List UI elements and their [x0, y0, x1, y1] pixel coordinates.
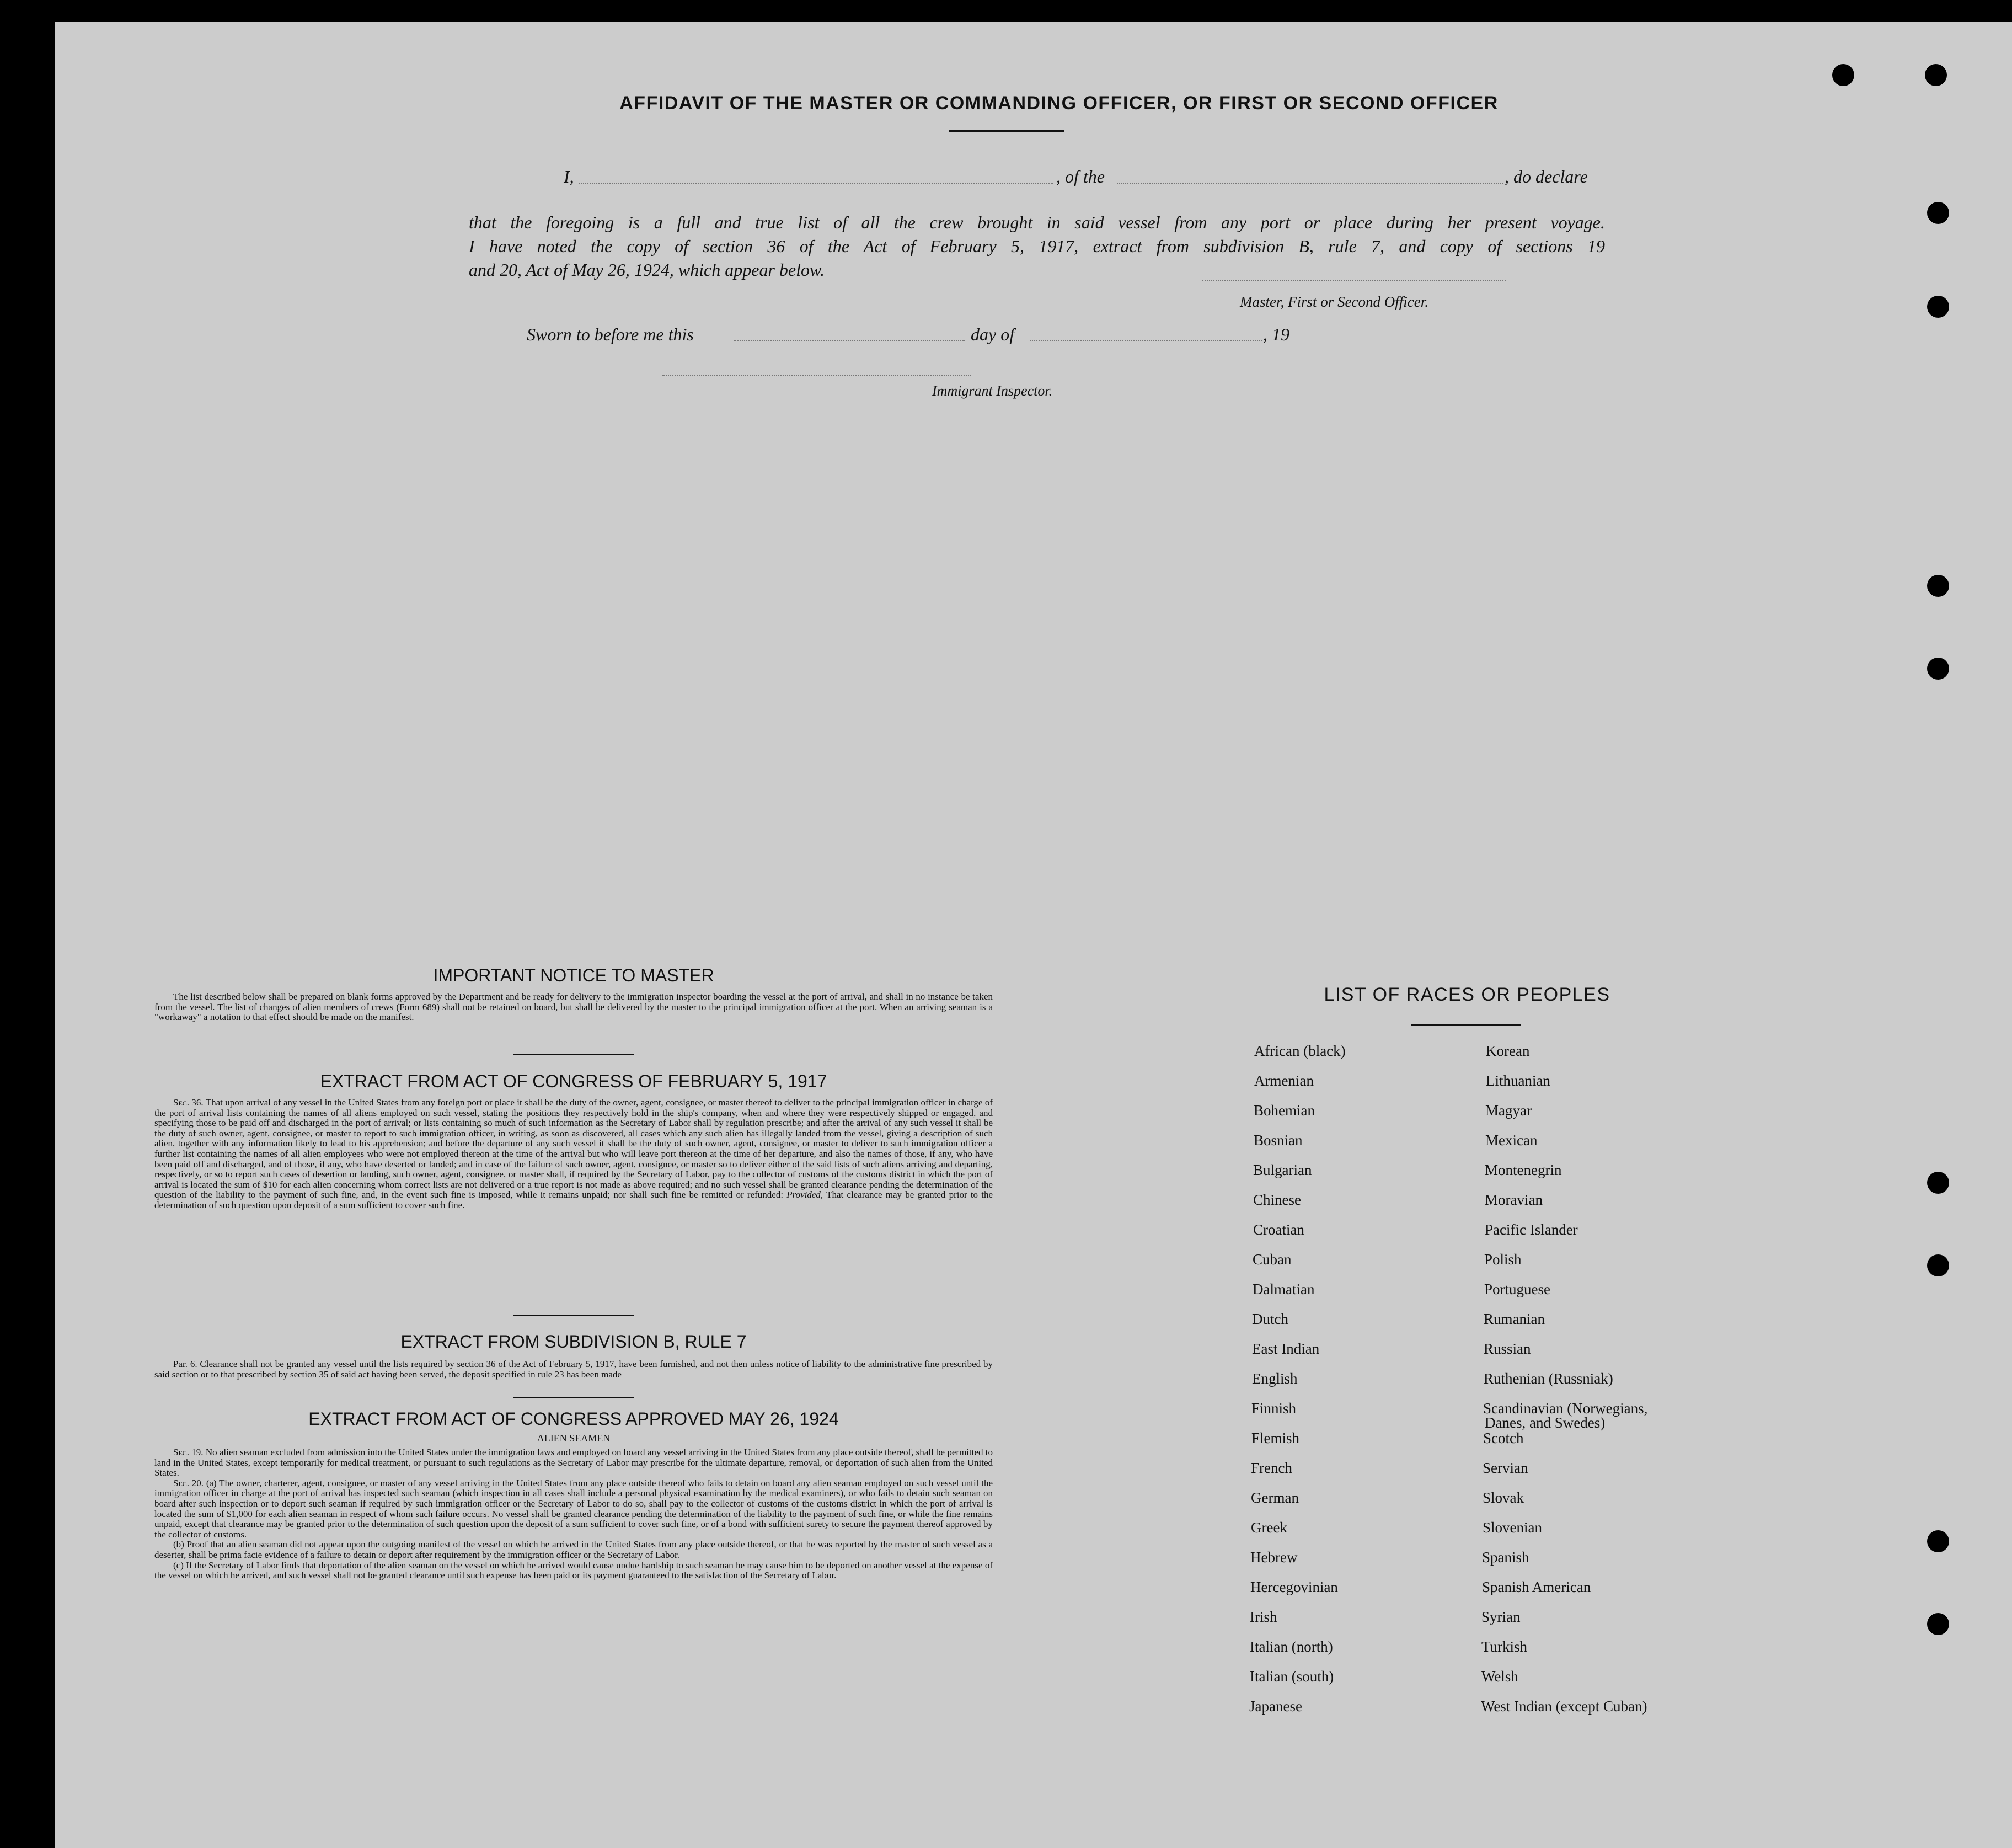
race-item: Cuban: [1253, 1251, 1292, 1268]
declare-label: , do declare: [1505, 167, 1588, 186]
extract-1924-text: [154, 1448, 993, 1581]
race-item: Scandinavian (Norwegians,: [1483, 1400, 1648, 1417]
race-item: Italian (north): [1250, 1638, 1333, 1655]
race-item: Korean: [1486, 1043, 1530, 1059]
race-item: German: [1251, 1489, 1299, 1506]
extract-1924-subtitle: ALIEN SEAMEN: [537, 1433, 611, 1444]
affidavit-body-line: that the foregoing is a full and true list of all the crew brought in said vessel from any port or place during her present voyage.: [469, 212, 1605, 232]
punch-hole: [1927, 658, 1949, 680]
sec-19-label: Sec. 19.: [173, 1447, 204, 1457]
affidavit-body-line: I have noted the copy of section 36 of the Act of February 5, 1917, extract from subdivision B, rule 7, and copy of sections 19: [469, 236, 1605, 256]
proviso-text: That clearance may be granted prior to the determination of such question upon deposit of a sum sufficient to cover such fine.: [154, 1189, 993, 1210]
rule7-title: EXTRACT FROM SUBDIVISION B, RULE 7: [400, 1332, 747, 1352]
sec-20b-text: (b) Proof that an alien seaman did not appear upon the outgoing manifest of the vessel on which he arrived in the United States from any place outside thereof, or that he was reported by the master of such vessel as a deserter, shall be prima facie evidence of a failure to detain or deport after requirement by the immigration officer or the Secretary of Labor.: [154, 1539, 993, 1560]
race-item: Hebrew: [1250, 1549, 1298, 1566]
affiant-prefix: I,: [564, 167, 574, 186]
race-item: West Indian (except Cuban): [1481, 1698, 1647, 1715]
punch-hole: [1927, 1613, 1949, 1635]
race-item: Scotch: [1483, 1430, 1524, 1446]
sworn-day-field[interactable]: [734, 340, 965, 341]
inspector-signature-field[interactable]: [662, 375, 971, 376]
section-divider: [513, 1397, 634, 1398]
extract-1917-text: [154, 1098, 993, 1211]
affidavit-body: [469, 211, 1605, 282]
race-item: Ruthenian (Russniak): [1484, 1370, 1613, 1387]
punch-hole: [1927, 202, 1949, 224]
master-signature-field[interactable]: [1202, 280, 1506, 281]
race-item: Finnish: [1251, 1400, 1297, 1417]
race-item: Armenian: [1254, 1072, 1314, 1089]
punch-hole: [1927, 1172, 1949, 1194]
rule7-text: [154, 1359, 993, 1380]
race-item: Spanish American: [1482, 1579, 1591, 1595]
notice-paragraph: The list described below shall be prepared on blank forms approved by the Department and be ready for delivery to the immigration inspector boarding the vessel at the port of arrival, and shall in no instance be taken from the vessel. The list of changes of alien members of crews (Form 689) shall not be retained on board, but shall be delivered by the master to the principal immigration officer at the port. When an arriving seaman is a "workaway" a notation to that effect should be made on the manifest.: [154, 991, 993, 1023]
extract-1917-title: EXTRACT FROM ACT OF CONGRESS OF FEBRUARY 5, 1917: [320, 1071, 827, 1091]
race-item: Pacific Islander: [1485, 1221, 1578, 1238]
section-divider: [513, 1054, 634, 1055]
extract-1924-title: EXTRACT FROM ACT OF CONGRESS APPROVED MAY 26, 1924: [308, 1409, 839, 1429]
race-item: African (black): [1254, 1043, 1346, 1059]
inspector-label: Immigrant Inspector.: [932, 383, 1053, 399]
proviso-word: Provided,: [786, 1189, 823, 1200]
sec-20c-text: (c) If the Secretary of Labor finds that deportation of the alien seaman on the vessel on which he arrived would cause undue hardship to such seaman he may cause him to be deported on another vessel at the expense of the vessel on which he arrived, and such vessel shall not be granted clearance until such expense has been paid or its payment guaranteed to the satisfaction of the Secretary of Labor.: [154, 1559, 993, 1581]
year-label: , 19: [1263, 324, 1289, 344]
race-item: Spanish: [1482, 1549, 1529, 1566]
races-title: LIST OF RACES OR PEOPLES: [1324, 984, 1610, 1005]
race-item: Dalmatian: [1253, 1281, 1315, 1297]
race-item: Chinese: [1253, 1192, 1301, 1208]
race-item: Bohemian: [1254, 1102, 1315, 1119]
day-of-label: day of: [971, 324, 1015, 344]
race-item: Rumanian: [1484, 1311, 1545, 1327]
punch-hole: [1925, 64, 1947, 86]
sworn-month-field[interactable]: [1030, 340, 1262, 341]
punch-hole: [1927, 575, 1949, 597]
race-item: Portuguese: [1484, 1281, 1550, 1297]
punch-hole: [1832, 64, 1854, 86]
race-item: French: [1251, 1460, 1292, 1476]
races-divider: [1411, 1024, 1521, 1026]
sec-20a-text: (a) The owner, charterer, agent, consignee, or master of any vessel arriving in the United States from any place outside thereof who fails to detain on board any alien seaman employed on such vessel until the immigration officer in charge at the port of arrival has inspected such seaman (which inspection in all cases shall include a personal physical examination by the medical examiners), or who fails to detain such seaman on board after such inspection or to deport such seaman if required by such immigration officer or the Secretary of Labor to do so, shall pay to the collector of customs of the customs district in which the port of arrival is located the sum of $1,000 for each alien seaman in respect of whom such failure occurs. No vessel shall be granted clearance pending the determination of the liability to the payment of such fine, or while the fine remains unpaid, except that clearance may be granted prior to the determination of such question upon the deposit of a sum sufficient to cover such fine, or of a bond with sufficient surety to secure the payment thereof approved by the collector of customs.: [154, 1477, 993, 1540]
punch-hole: [1927, 296, 1949, 318]
section-divider: [513, 1315, 634, 1316]
form-sheet: [55, 22, 2012, 1848]
race-item: Slovenian: [1483, 1519, 1542, 1536]
sworn-label: Sworn to before me this: [527, 324, 694, 344]
race-item: Japanese: [1249, 1698, 1302, 1715]
race-item: Moravian: [1485, 1192, 1543, 1208]
rule7-paragraph: Par. 6. Clearance shall not be granted any vessel until the lists required by section 36 of the Act of February 5, 1917, have been furnished, and not then unless notice of liability to the administrative fine prescribed by said section or to that prescribed by section 35 of said act having been served, the deposit specified in rule 23 has been made: [154, 1359, 993, 1380]
race-item: Bulgarian: [1253, 1162, 1312, 1178]
race-item: Irish: [1250, 1609, 1277, 1625]
race-item: Croatian: [1253, 1221, 1304, 1238]
race-item: Turkish: [1481, 1638, 1528, 1655]
race-item: Mexican: [1485, 1132, 1538, 1149]
race-item: Dutch: [1252, 1311, 1288, 1327]
affiant-name-field[interactable]: [579, 183, 1053, 184]
race-item-continuation: Danes, and Swedes): [1485, 1414, 1606, 1431]
affidavit-title: AFFIDAVIT OF THE MASTER OR COMMANDING OFFICER, OR FIRST OR SECOND OFFICER: [619, 93, 1499, 114]
sec-36-text: That upon arrival of any vessel in the United States from any foreign port or place it shall be the duty of the owner, agent, consignee, or master thereof to deliver to the principal immigration officer in charge of the port of arrival lists containing the names of all aliens employed on such vessel, stating the positions they respectively hold in the ship's company, when and where they were respectively shipped or engaged, and specifying those to be paid off and discharged in the port of arrival; or lists containing so much of such information as the Secretary of Labor shall by regulation prescribe; and after the arrival of any such vessel it shall be the duty of such owner, agent, consignee, or master to report to such immigration officer, in writing, as soon as discovered, all cases which any such alien has illegally landed from the vessel, giving a description of such alien, together with any information likely to lead to his apprehension; and before the departure of any such vessel it shall be the duty of such owner, agent, consignee, or master to deliver to such immigration officer a further list containing the names of all alien employees who were not employed thereon at the time of the arrival but who will leave port thereon at the time of her departure, and also the names of those, if any, who have been paid off and discharged, and of those, if any, who have deserted or landed; and in case of the failure of such owner, agent, consignee, or master so to deliver either of the said lists of such aliens arriving and departing, respectively, or so to report such cases of desertion or landing, such owner, agent, consignee, or master shall, if required by the Secretary of Labor, pay to the collector of customs of the customs district in which the port of arrival is located the sum of $10 for each alien concerning whom correct lists are not delivered or a true report is not made as above required; and no such vessel shall be granted clearance pending the determination of the question of the liability to the payment of such fine, and, in the event such fine is imposed, while it remains unpaid; nor shall such fine be remitted or refunded:: [154, 1097, 993, 1200]
race-item: Bosnian: [1254, 1132, 1303, 1149]
race-item: Flemish: [1251, 1430, 1300, 1446]
notice-text: [154, 992, 993, 1023]
vessel-name-field[interactable]: [1117, 183, 1503, 184]
race-item: English: [1252, 1370, 1298, 1387]
race-item: Hercegovinian: [1250, 1579, 1338, 1595]
race-item: Welsh: [1481, 1668, 1518, 1685]
sec-36-label: Sec. 36.: [173, 1097, 204, 1108]
master-signature-label: Master, First or Second Officer.: [1240, 293, 1428, 310]
sec-19-text: No alien seaman excluded from admission into the United States under the immigration laws and employed on board any vessel arriving in the United States from any place outside thereof, shall be permitted to land in the United States, except temporarily for medical treatment, or pursuant to such regulations as the Secretary of Labor may prescribe for the ultimate departure, removal, or deportation of such alien from the United States.: [154, 1447, 993, 1478]
race-item: Lithuanian: [1486, 1072, 1550, 1089]
race-item: Greek: [1251, 1519, 1287, 1536]
title-divider: [949, 130, 1064, 132]
race-item: Polish: [1484, 1251, 1522, 1268]
sec-20-label: Sec. 20.: [173, 1477, 204, 1488]
race-item: East Indian: [1252, 1340, 1320, 1357]
punch-hole: [1927, 1530, 1949, 1552]
race-item: Montenegrin: [1485, 1162, 1562, 1178]
affidavit-body-line: and 20, Act of May 26, 1924, which appear below.: [469, 260, 825, 280]
race-item: Syrian: [1481, 1609, 1521, 1625]
race-item: Russian: [1484, 1340, 1531, 1357]
race-item: Servian: [1483, 1460, 1528, 1476]
race-item: Magyar: [1485, 1102, 1532, 1119]
notice-title: IMPORTANT NOTICE TO MASTER: [433, 965, 714, 985]
race-item: Slovak: [1483, 1489, 1524, 1506]
punch-hole: [1927, 1254, 1949, 1276]
of-the-label: , of the: [1056, 167, 1105, 186]
race-item: Italian (south): [1250, 1668, 1334, 1685]
